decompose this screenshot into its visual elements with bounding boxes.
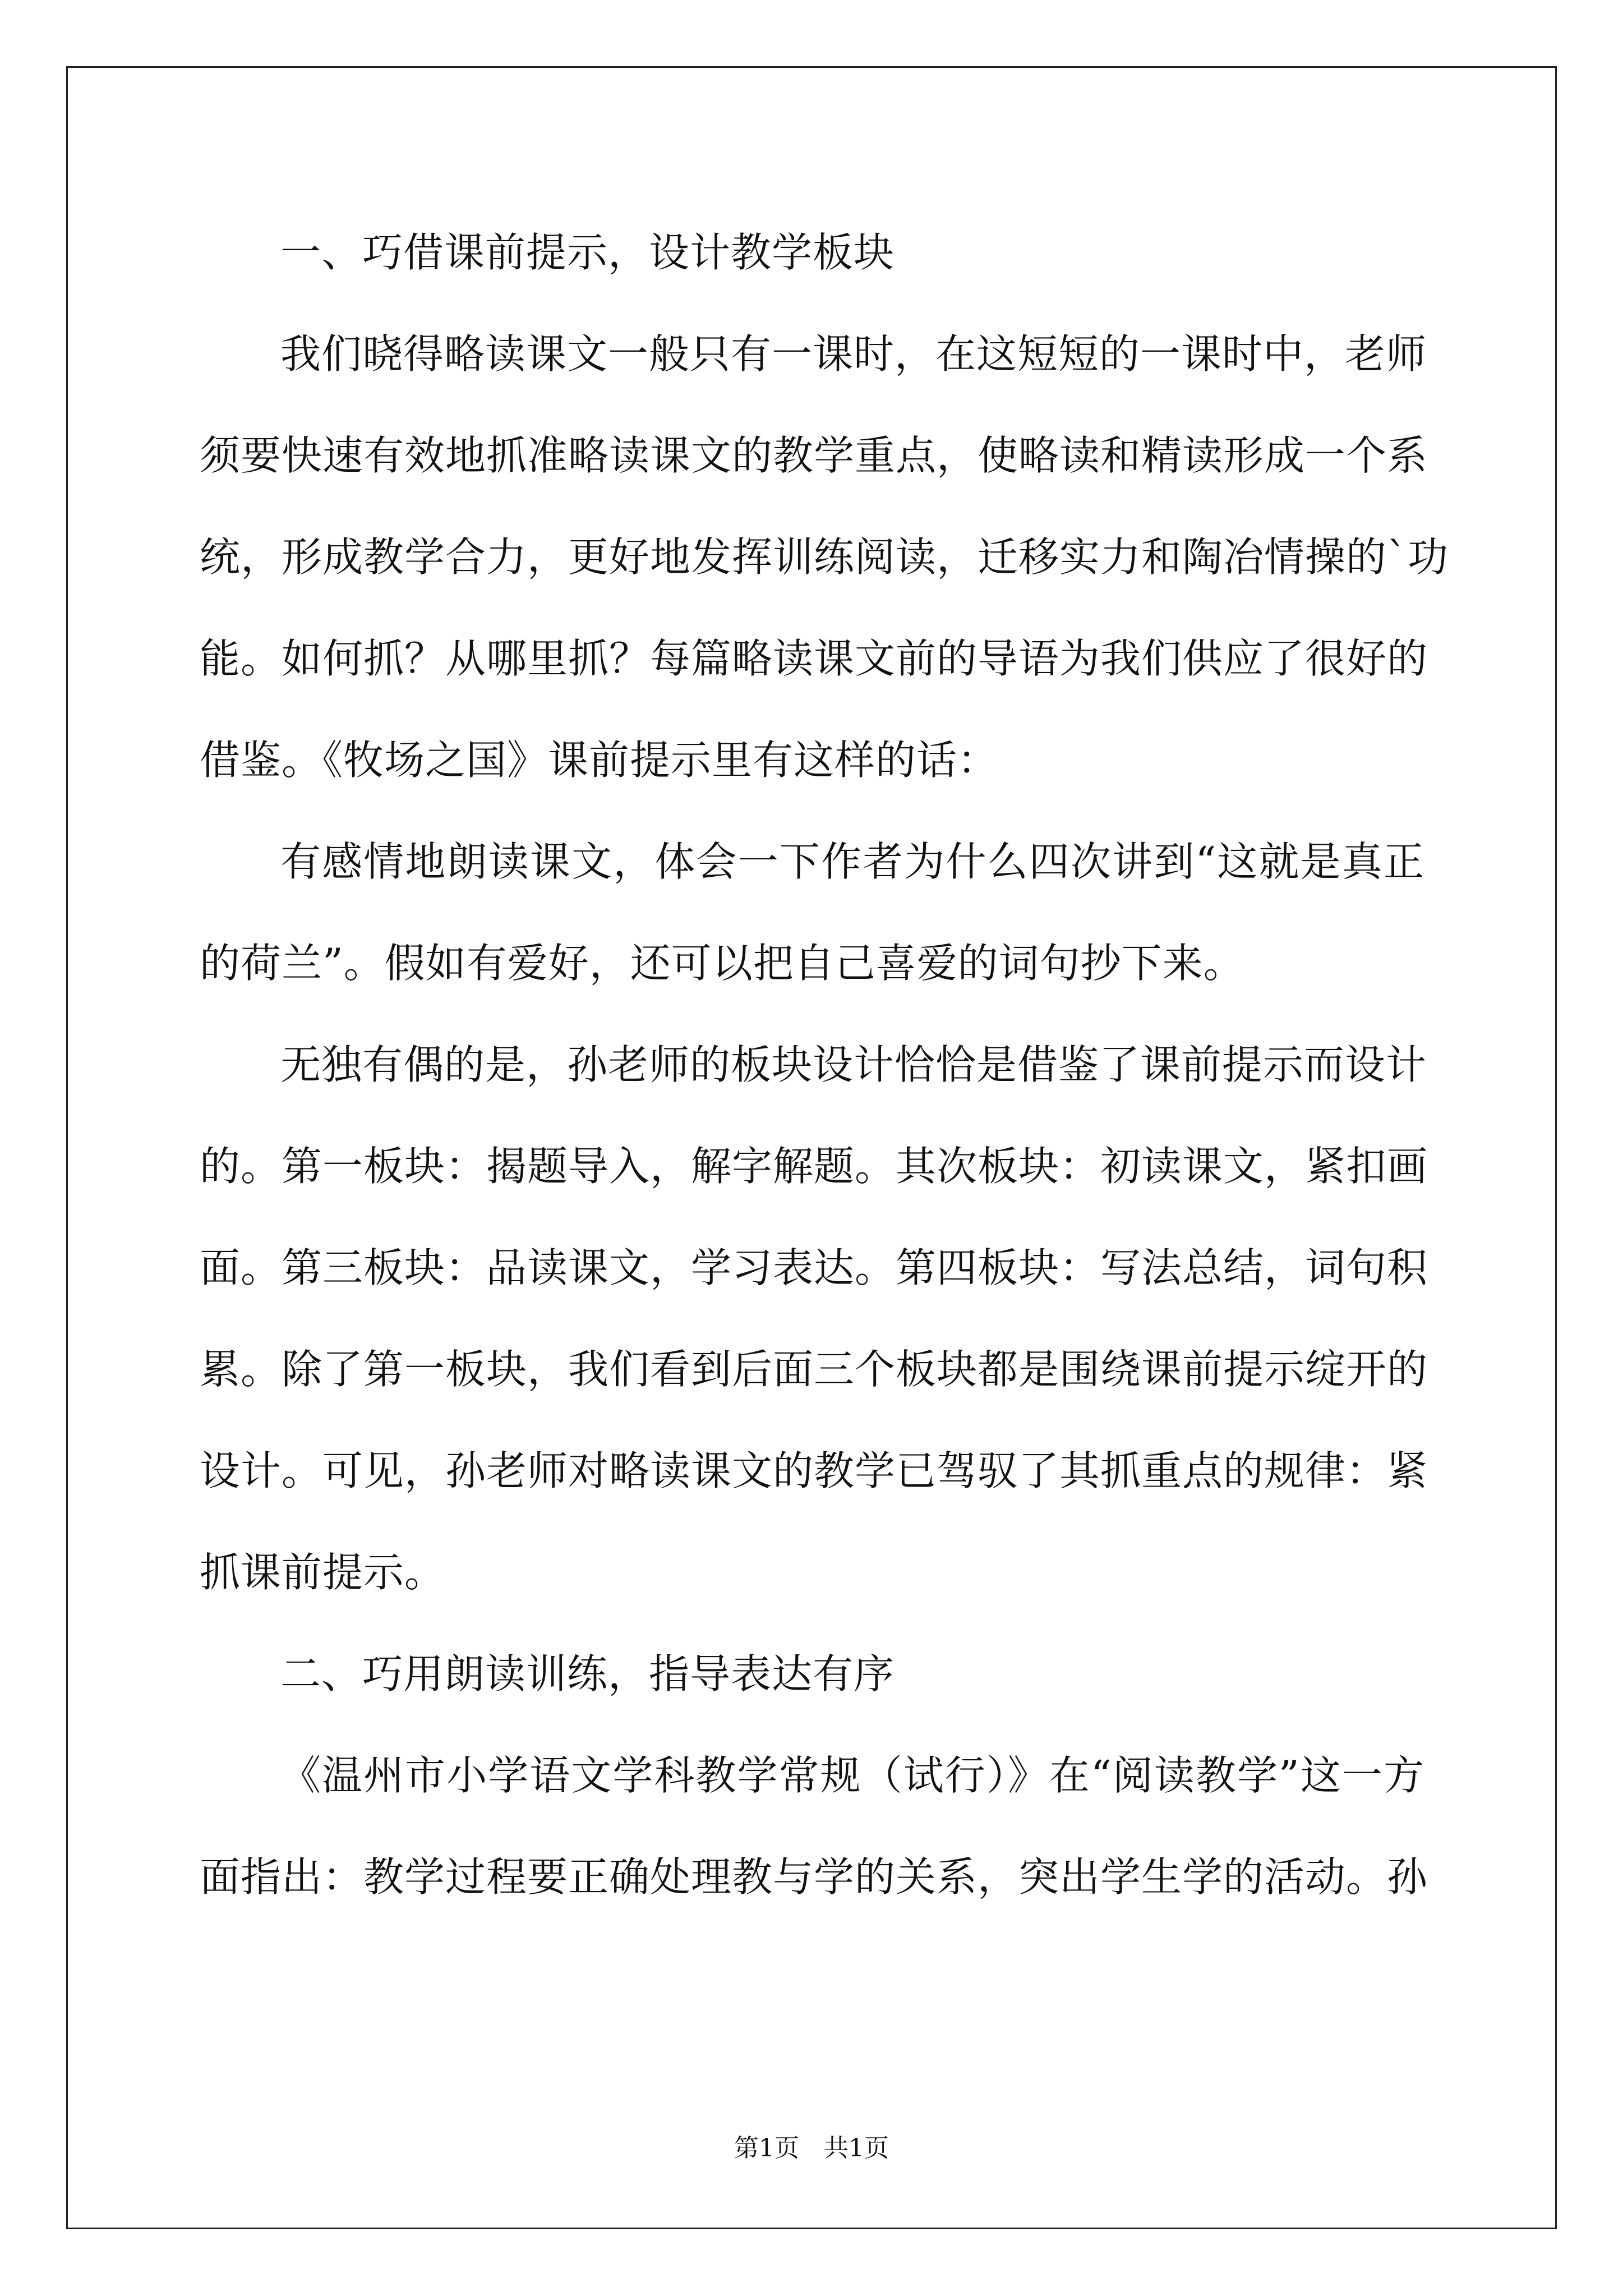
text-line: 我们晓得略读课文一般只有一课时，在这短短的一课时中，老师 [280,330,1427,378]
text-line: 须要快速有效地抓准略读课文的教学重点，使略读和精读形成一个系 [200,432,1428,479]
text-line: 累。除了第一板块，我们看到后面三个板块都是围绕课前提示绽开的 [200,1346,1428,1393]
text-line: 面。第三板块：品读课文，学习表达。第四板块：写法总结，词句积 [200,1244,1428,1291]
heading-section-1: 一、巧借课前提示，设计教学板块 [280,229,895,276]
heading-section-2: 二、巧用朗读训练，指导表达有序 [280,1650,895,1697]
page-number: 第1页 共1页 [734,2134,889,2162]
text-line: 面指出：教学过程要正确处理教与学的关系，突出学生学的活动。孙 [200,1853,1428,1901]
text-line: 借鉴。《牧场之国》课前提示里有这样的话： [200,737,999,784]
text-line: 抓课前提示。 [200,1549,446,1596]
text-line: 设计。可见，孙老师对略读课文的教学已驾驭了其抓重点的规律：紧 [200,1447,1428,1494]
text-line: 《温州市小学语文学科教学常规（试行）》在“阅读教学”这一方 [280,1752,1424,1799]
text-line: 的荷兰”。假如有爱好，还可以把自己喜爱的词句抄下来。 [200,940,1244,987]
text-line: 统，形成教学合力，更好地发挥训练阅读，迁移实力和陶冶情操的`功 [200,533,1449,581]
text-line: 无独有偶的是，孙老师的板块设计恰恰是借鉴了课前提示而设计 [280,1041,1427,1088]
text-line: 能。如何抓？从哪里抓？每篇略读课文前的导语为我们供应了很好的 [200,635,1428,682]
text-line: 的。第一板块：揭题导入，解字解题。其次板块：初读课文，紧扣画 [200,1143,1428,1190]
text-line: 有感情地朗读课文，体会一下作者为什么四次讲到“这就是真正 [280,838,1424,885]
document-body [200,202,1449,1928]
